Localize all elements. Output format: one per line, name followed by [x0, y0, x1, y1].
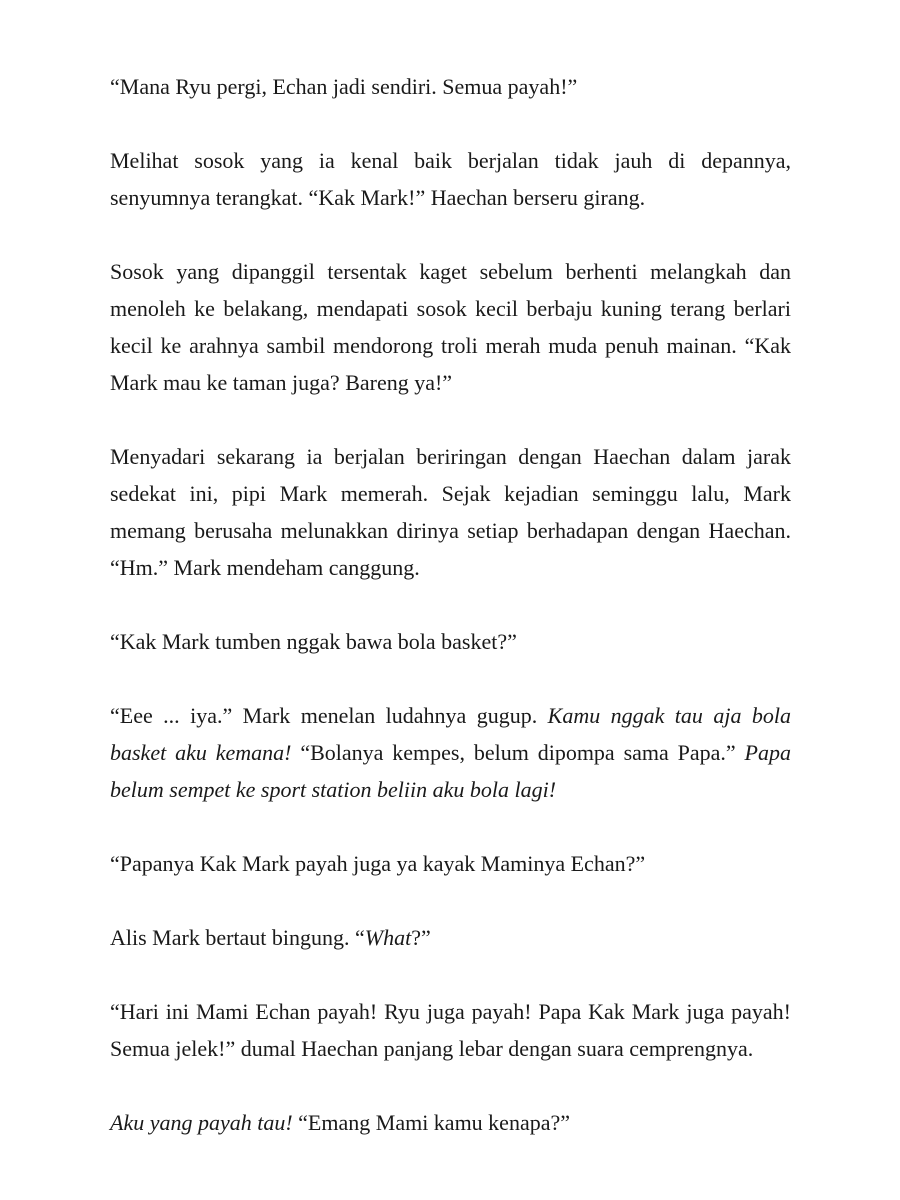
paragraph [110, 623, 791, 660]
text-run: Menyadari sekarang ia berjalan beriringan dengan Haechan dalam jarak sedekat ini, pipi Mark memerah. Sejak kejadian seminggu lalu, Mark memang berusaha melunakkan dirinya setiap berhadapan dengan Haechan. “Hm.” Mark mendeham canggung. [110, 444, 791, 580]
paragraph [110, 142, 791, 216]
paragraph [110, 919, 791, 956]
italic-thought: Kamu nggak tau aja bola basket aku kemana! [110, 703, 791, 765]
story-text [110, 68, 791, 1141]
paragraph [110, 68, 791, 105]
paragraph [110, 993, 791, 1067]
italic-thought: Papa belum sempet ke sport station beliin aku bola lagi! [110, 740, 791, 802]
text-run: “Emang Mami kamu kenapa?” [292, 1110, 571, 1135]
text-run: “Eee ... iya.” Mark menelan ludahnya gugup. [110, 703, 548, 728]
text-run: Sosok yang dipanggil tersentak kaget sebelum berhenti melangkah dan menoleh ke belakang, mendapati sosok kecil berbaju kuning terang berlari kecil ke arahnya sambil mendorong troli merah muda penuh mainan. “Kak Mark mau ke taman juga? Bareng ya!” [110, 259, 791, 395]
paragraph [110, 1104, 791, 1141]
text-run: Melihat sosok yang ia kenal baik berjalan tidak jauh di depannya, senyumnya terangkat. “Kak Mark!” Haechan berseru girang. [110, 148, 791, 210]
paragraph [110, 438, 791, 586]
text-run: “Kak Mark tumben nggak bawa bola basket?” [110, 629, 517, 654]
paragraph [110, 253, 791, 401]
text-run: Alis Mark bertaut bingung. “ [110, 925, 365, 950]
paragraph [110, 697, 791, 808]
italic-word: What [364, 925, 412, 950]
italic-thought: Aku yang payah tau! [110, 1110, 293, 1135]
text-run: “Mana Ryu pergi, Echan jadi sendiri. Semua payah!” [110, 74, 578, 99]
text-run: ?” [411, 925, 431, 950]
text-run: “Papanya Kak Mark payah juga ya kayak Maminya Echan?” [110, 851, 646, 876]
paragraph [110, 845, 791, 882]
text-run: “Bolanya kempes, belum dipompa sama Papa.” [291, 740, 745, 765]
text-run: “Hari ini Mami Echan payah! Ryu juga payah! Papa Kak Mark juga payah! Semua jelek!” dumal Haechan panjang lebar dengan suara cemprengnya. [110, 999, 791, 1061]
